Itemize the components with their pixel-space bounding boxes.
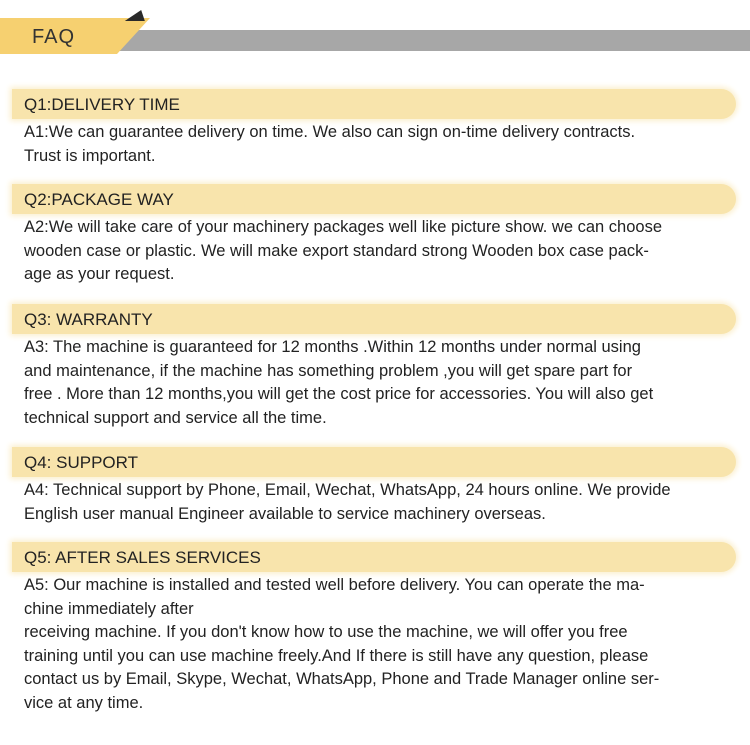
faq-item-support — [0, 447, 750, 526]
answer-line: vice at any time. — [24, 693, 144, 712]
answer-text — [24, 574, 736, 715]
answer-line: receiving machine. If you don't know how to use the machine, we will offer you free — [24, 623, 628, 641]
answer-line: and maintenance, if the machine has something problem ,you will get spare part for — [24, 361, 633, 380]
question-banner — [12, 184, 736, 214]
answer-line: age as your request. — [24, 265, 175, 283]
question-label: Q5: AFTER SALES SERVICES — [24, 548, 261, 567]
answer-line: A1:We can guarantee delivery on time. We also can sign on-time delivery contracts. — [24, 123, 636, 141]
answer-line: Trust is important. — [24, 146, 156, 165]
question-banner — [12, 89, 736, 119]
answer-text — [24, 479, 736, 526]
answer-line: technical support and service all the time. — [24, 408, 327, 427]
question-banner — [12, 447, 736, 477]
answer-line: training until you can use machine freely.And If there is still have any question, please — [24, 646, 649, 665]
answer-line: English user manual Engineer available to service machinery overseas. — [24, 504, 546, 523]
faq-item-delivery-time — [0, 89, 750, 168]
question-banner — [12, 304, 736, 334]
answer-line: contact us by Email, Skype, Wechat, WhatsApp, Phone and Trade Manager online ser- — [24, 670, 660, 688]
question-label: Q1:DELIVERY TIME — [24, 95, 180, 114]
answer-line: A2:We will take care of your machinery packages well like picture show. we can choose — [24, 218, 662, 236]
answer-text — [24, 216, 736, 287]
answer-line: free . More than 12 months,you will get the cost price for accessories. You will also get — [24, 385, 654, 403]
question-banner — [12, 542, 736, 572]
question-label: Q2:PACKAGE WAY — [24, 190, 174, 209]
faq-header — [0, 0, 750, 60]
question-label: Q4: SUPPORT — [24, 453, 138, 472]
answer-text — [24, 336, 736, 430]
answer-line: A5: Our machine is installed and tested well before delivery. You can operate the ma- — [24, 576, 645, 594]
answer-line: A3: The machine is guaranteed for 12 months .Within 12 months under normal using — [24, 338, 641, 356]
header-bar — [110, 30, 750, 51]
question-label: Q3: WARRANTY — [24, 310, 153, 329]
faq-item-warranty — [0, 304, 750, 430]
answer-line: chine immediately after — [24, 599, 194, 618]
faq-item-after-sales-services — [0, 542, 750, 715]
faq-item-package-way — [0, 184, 750, 287]
answer-line: A4: Technical support by Phone, Email, Wechat, WhatsApp, 24 hours online. We provide — [24, 481, 671, 499]
page-title: FAQ — [32, 26, 76, 48]
answer-text — [24, 121, 736, 168]
answer-line: wooden case or plastic. We will make export standard strong Wooden box case pack- — [24, 241, 649, 260]
